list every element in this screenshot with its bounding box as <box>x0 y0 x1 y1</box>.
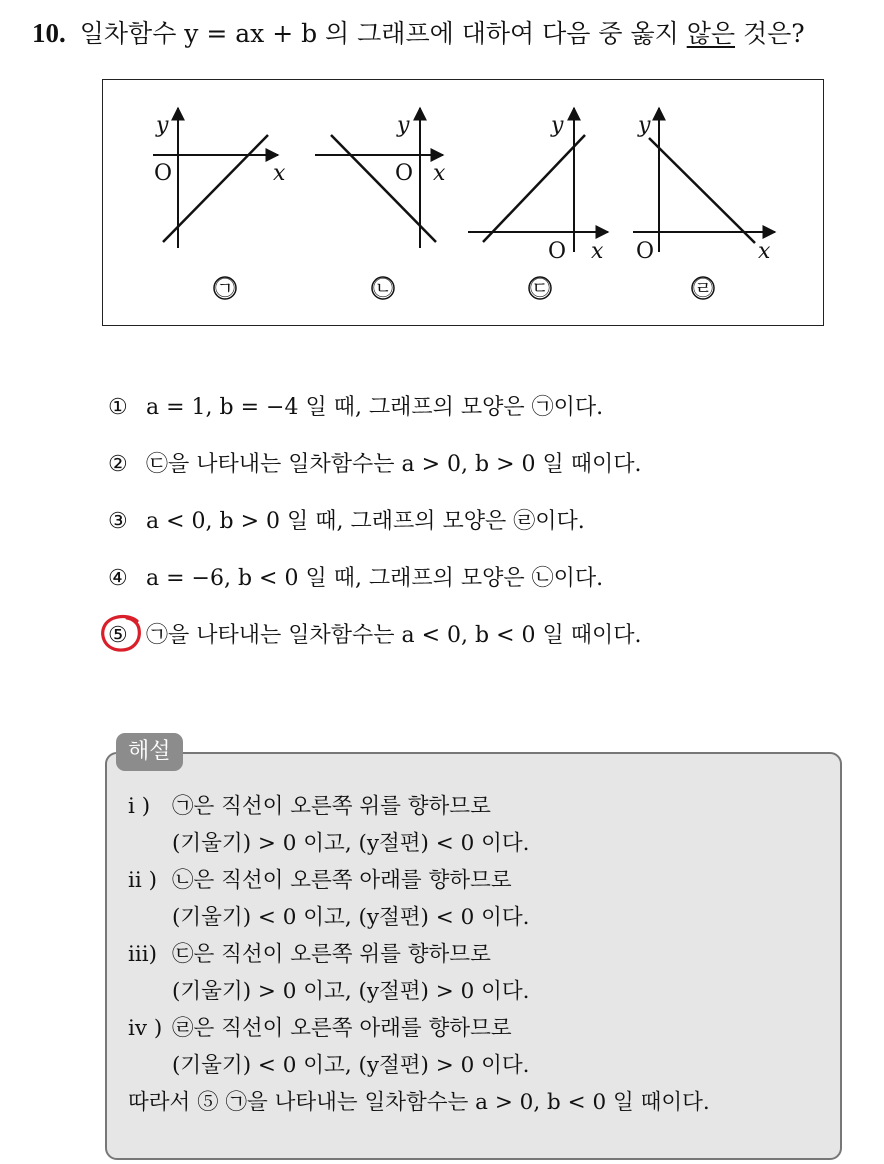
choice-1[interactable] <box>108 388 642 445</box>
question-header <box>32 14 805 50</box>
graph-2-x-label: x <box>433 161 446 186</box>
graph-3-x-label: x <box>591 239 604 264</box>
graph-1-y-label: y <box>156 113 169 138</box>
question-number: 10. <box>32 18 66 48</box>
graph-2-y-label: y <box>397 113 410 138</box>
solution-text: (기울기) > 0 이고, (y절편) < 0 이다. <box>172 831 530 856</box>
graph-1-label: ㉠ <box>215 276 235 300</box>
choice-number: ② <box>108 452 128 477</box>
solution-text: ㉣은 직선이 오른쪽 아래를 향하므로 <box>172 1016 512 1041</box>
graph-3-label: ㉢ <box>530 276 550 300</box>
roman-numeral: i ) <box>128 794 151 819</box>
solution-line-4 <box>128 899 710 936</box>
graph-4-x-label: x <box>758 239 771 264</box>
graph-2-label: ㉡ <box>373 276 393 300</box>
solution-conclusion: 따라서 ⑤ ㉠을 나타내는 일차함수는 a > 0, b < 0 일 때이다. <box>128 1090 710 1115</box>
choice-2[interactable] <box>108 445 642 502</box>
choice-3[interactable] <box>108 502 642 559</box>
solution-tag: 해설 <box>116 733 183 771</box>
choice-text: a = 1, b = −4 일 때, 그래프의 모양은 ㉠이다. <box>146 395 604 420</box>
solution-line-5 <box>128 936 710 973</box>
solution-line-2 <box>128 825 710 862</box>
graph-3-origin-label: O <box>548 239 567 264</box>
roman-numeral: iv ) <box>128 1016 163 1041</box>
solution-text: ㉡은 직선이 오른쪽 아래를 향하므로 <box>172 868 512 893</box>
choice-number: ⑤ <box>108 623 128 648</box>
graph-figure-box <box>102 79 824 326</box>
graph-4-line <box>649 138 755 243</box>
solution-text: ㉢은 직선이 오른쪽 위를 향하므로 <box>172 942 491 967</box>
solution-text: (기울기) > 0 이고, (y절편) > 0 이다. <box>172 979 530 1004</box>
question-underlined-word: 않은 <box>686 19 736 48</box>
choice-text: ㉢을 나타내는 일차함수는 a > 0, b > 0 일 때이다. <box>146 452 642 477</box>
graph-2-origin-label: O <box>395 161 414 186</box>
roman-numeral: ii ) <box>128 868 157 893</box>
choice-4[interactable] <box>108 559 642 616</box>
question-text: 일차함수 y = ax + b 의 그래프에 대하여 다음 중 옳지 <box>79 19 687 48</box>
choice-number: ③ <box>108 509 128 534</box>
graph-4-y-label: y <box>638 113 651 138</box>
graph-1-origin-label: O <box>154 161 173 186</box>
roman-numeral: iii) <box>128 942 158 967</box>
choice-5[interactable] <box>108 616 642 673</box>
answer-mark-circle <box>99 613 145 655</box>
choice-number: ④ <box>108 566 128 591</box>
solution-content <box>128 788 710 1121</box>
solution-line-8 <box>128 1047 710 1084</box>
graph-4-origin-label: O <box>636 239 655 264</box>
answer-choices <box>108 388 642 673</box>
graph-1-x-label: x <box>273 161 286 186</box>
solution-text: ㉠은 직선이 오른쪽 위를 향하므로 <box>172 794 491 819</box>
solution-line-3 <box>128 862 710 899</box>
solution-line-7 <box>128 1010 710 1047</box>
choice-number: ① <box>108 395 128 420</box>
choice-text: a = −6, b < 0 일 때, 그래프의 모양은 ㉡이다. <box>146 566 604 591</box>
solution-text: (기울기) < 0 이고, (y절편) > 0 이다. <box>172 1053 530 1078</box>
graph-figure <box>103 80 825 327</box>
graph-3-y-label: y <box>551 113 564 138</box>
graph-3-line <box>483 135 585 242</box>
solution-line-1 <box>128 788 710 825</box>
choice-text: ㉠을 나타내는 일차함수는 a < 0, b < 0 일 때이다. <box>146 623 642 648</box>
choice-text: a < 0, b > 0 일 때, 그래프의 모양은 ㉣이다. <box>146 509 585 534</box>
solution-text: (기울기) < 0 이고, (y절편) < 0 이다. <box>172 905 530 930</box>
solution-line-6 <box>128 973 710 1010</box>
question-text-end: 것은? <box>735 19 805 48</box>
graph-4-label: ㉣ <box>693 276 713 300</box>
